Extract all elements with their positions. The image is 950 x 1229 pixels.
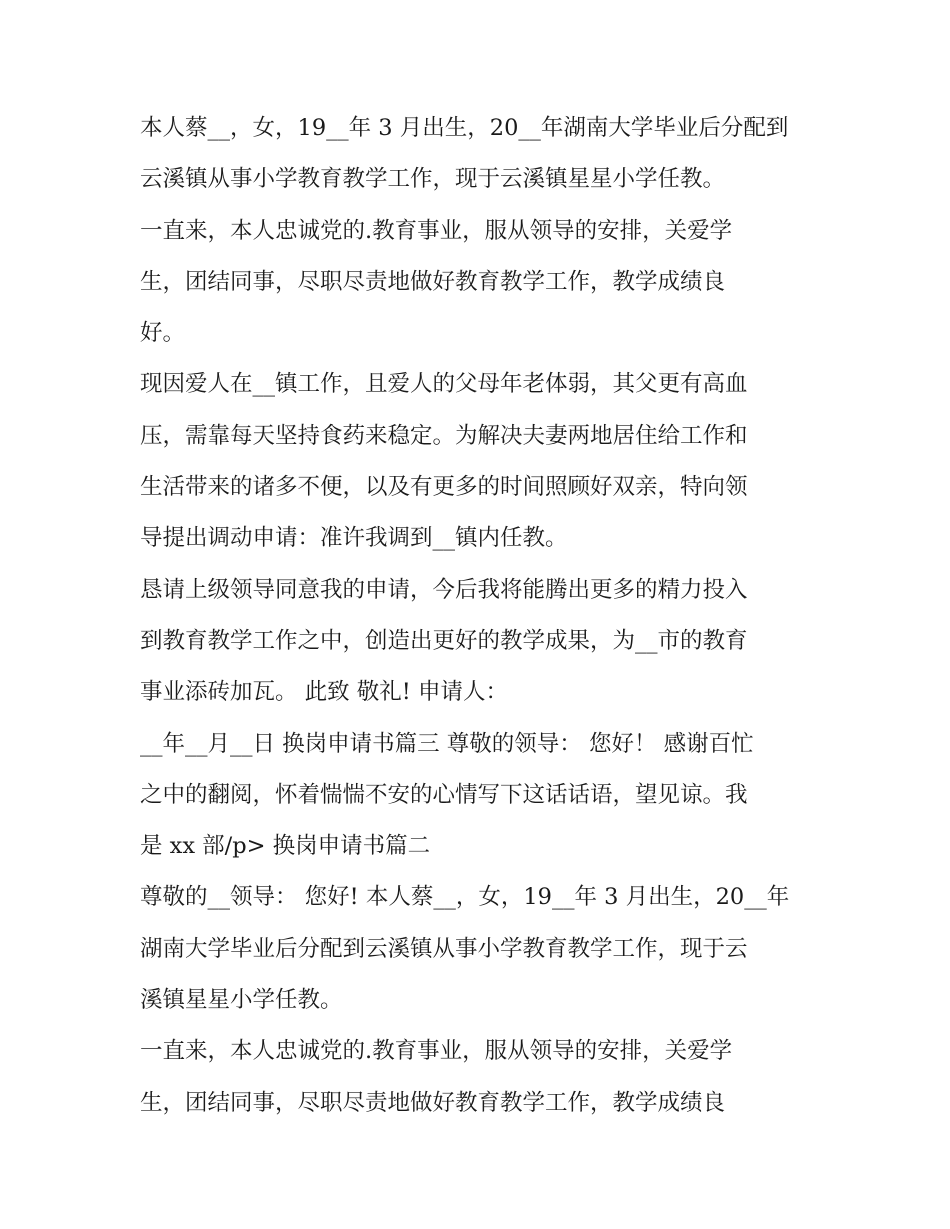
- text-line: 溪镇星星小学任教。: [140, 987, 343, 1014]
- text-line: 压，需靠每天坚持食药来稳定。为解决夫妻两地居住给工作和: [140, 422, 748, 449]
- text-line: 是 xx 部/p> 换岗申请书篇二: [140, 833, 431, 860]
- text-line: 云溪镇从事小学教育教学工作，现于云溪镇星星小学任教。: [140, 166, 726, 193]
- text-line: 一直来，本人忠诚党的.教育事业，服从领导的安排，关爱学: [140, 1038, 733, 1065]
- text-line: 生，团结同事，尽职尽责地做好教育教学工作，教学成绩良: [140, 1089, 726, 1116]
- text-line: 尊敬的__领导： 您好! 本人蔡__，女，19__年 3 月出生，20__年: [140, 884, 790, 911]
- text-line: 导提出调动申请：准许我调到__镇内任教。: [140, 525, 568, 552]
- text-line: 一直来，本人忠诚党的.教育事业，服从领导的安排，关爱学: [140, 217, 733, 244]
- document-page: [140, 103, 820, 1129]
- text-line: __年__月__日 换岗申请书篇三 尊敬的领导： 您好！ 感谢百忙: [140, 730, 754, 757]
- text-line: 生活带来的诸多不便，以及有更多的时间照顾好双亲，特向领: [140, 474, 748, 501]
- text-line: 现因爱人在__镇工作，且爱人的父母年老体弱，其父更有高血: [140, 371, 748, 398]
- text-line: 好。: [140, 320, 186, 347]
- text-line: 生，团结同事，尽职尽责地做好教育教学工作，教学成绩良: [140, 268, 726, 295]
- text-line: 恳请上级领导同意我的申请，今后我将能腾出更多的精力投入: [140, 576, 748, 603]
- text-line: 事业添砖加瓦。 此致 敬礼! 申请人：: [140, 679, 508, 706]
- text-line: 本人蔡__，女，19__年 3 月出生，20__年湖南大学毕业后分配到: [140, 115, 789, 141]
- text-line: 湖南大学毕业后分配到云溪镇从事小学教育教学工作，现于云: [140, 935, 748, 962]
- text-line: 之中的翻阅，怀着惴惴不安的心情写下这话话语，望见谅。我: [140, 781, 748, 808]
- text-line: 到教育教学工作之中，创造出更好的教学成果，为__市的教育: [140, 627, 748, 654]
